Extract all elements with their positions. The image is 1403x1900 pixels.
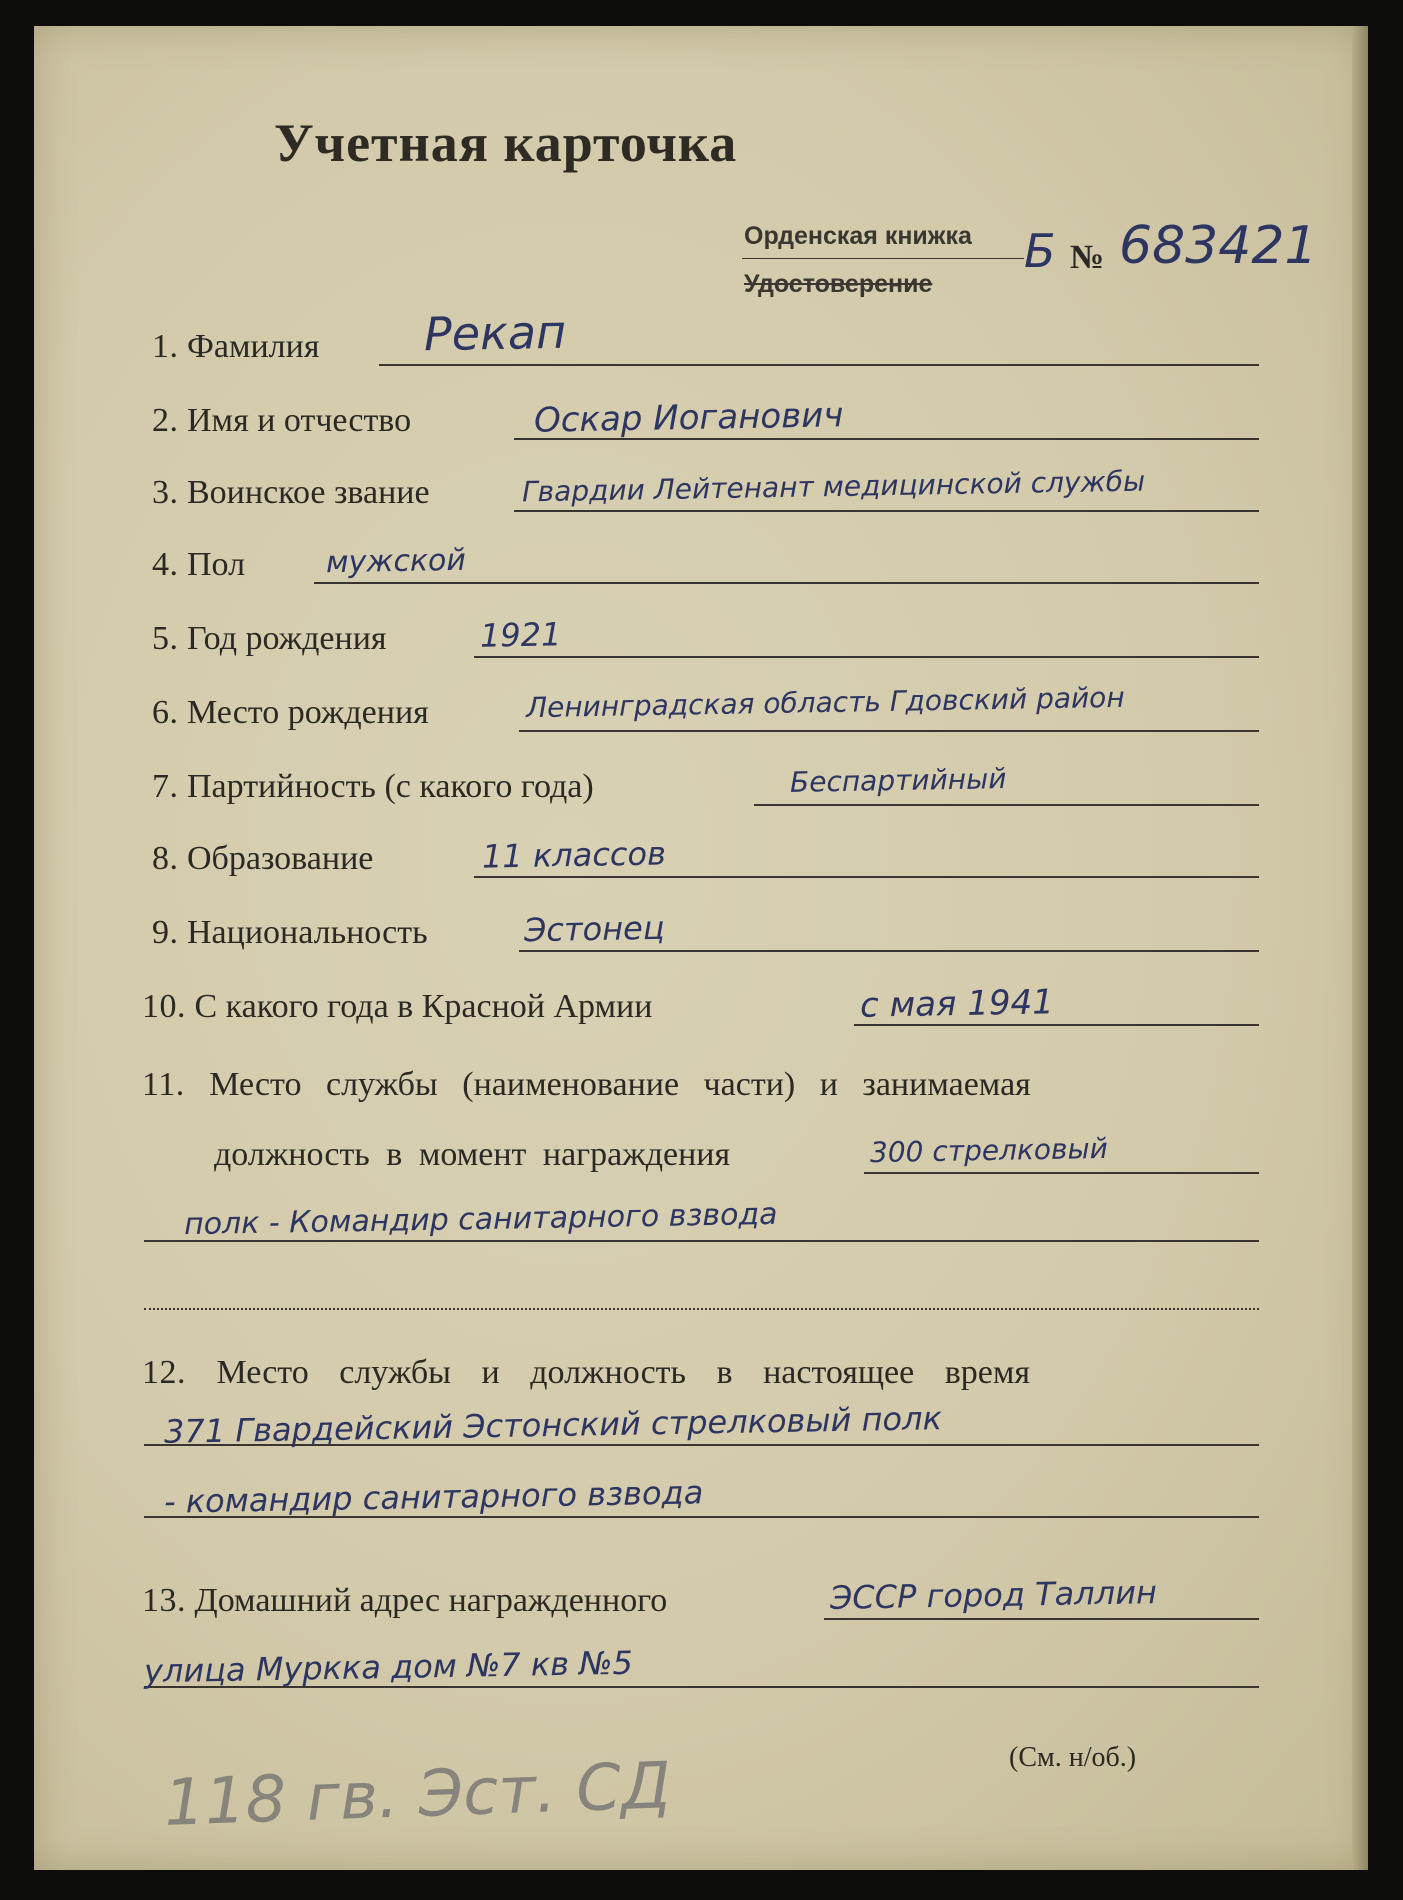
number-sign: № (1070, 239, 1105, 276)
field-3-value: Гвардии Лейтенант медицинской службы (521, 464, 1146, 509)
field-11-line3 (144, 1308, 1259, 1310)
field-11-line1 (864, 1172, 1259, 1174)
field-9-line (519, 950, 1259, 952)
field-4-label: 4. Пол (152, 546, 246, 583)
card-edge (1352, 26, 1368, 1870)
order-book-label: Орденская книжка (744, 222, 972, 250)
field-6-label: 6. Место рождения (152, 694, 429, 731)
award-record-card (34, 26, 1368, 1870)
field-7-line (754, 804, 1259, 806)
field-5-value: 1921 (479, 615, 562, 655)
field-4-line (314, 582, 1259, 584)
field-13-value1: ЭССР город Таллин (829, 1573, 1158, 1617)
field-7-value: Беспартийный (789, 762, 1007, 799)
field-5-label: 5. Год рождения (152, 620, 387, 657)
field-11-label-line2: должность в момент награждения (214, 1136, 731, 1173)
field-11-label-line1: 11. Место службы (наименование части) и занимаемая (142, 1066, 1031, 1103)
field-8-line (474, 876, 1259, 878)
field-10-label: 10. С какого года в Красной Армии (142, 988, 653, 1025)
field-8-label: 8. Образование (152, 840, 374, 877)
field-13-value2: улица Муркка дом №7 кв №5 (143, 1643, 634, 1691)
field-11-line2 (144, 1240, 1259, 1242)
field-13-label: 13. Домашний адрес награжденного (142, 1582, 668, 1619)
division-stamp: 118 гв. Эст. СД (162, 1749, 673, 1841)
field-3-line (514, 510, 1259, 512)
field-12-label: 12. Место службы и должность в настоящее время (142, 1354, 1031, 1391)
card-title: Учетная карточка (274, 113, 738, 173)
field-2-label: 2. Имя и отчество (152, 402, 412, 439)
field-11-value1: 300 стрелковый (869, 1131, 1109, 1170)
field-10-value: с мая 1941 (859, 982, 1055, 1026)
field-2-value: Оскар Иоганович (533, 395, 844, 441)
field-11-value2: полк - Командир санитарного взвода (183, 1196, 778, 1243)
field-12-value1: 371 Гвардейский Эстонский стрелковый полк (163, 1399, 943, 1451)
field-7-label: 7. Партийность (с какого года) (152, 768, 594, 805)
field-6-line (519, 730, 1259, 732)
field-3-label: 3. Воинское звание (152, 474, 430, 511)
field-13-line1 (824, 1618, 1259, 1620)
field-1-line (379, 364, 1259, 366)
order-label-underline (742, 258, 1024, 259)
field-9-label: 9. Национальность (152, 914, 428, 951)
field-12-value2: - командир санитарного взвода (163, 1473, 704, 1521)
certificate-label: Удостоверение (744, 270, 933, 298)
order-number: 683421 (1119, 216, 1318, 276)
field-4-value: мужской (325, 542, 467, 581)
field-1-label: 1. Фамилия (152, 328, 320, 365)
see-reverse-note: (См. н/об.) (1009, 1742, 1137, 1773)
field-8-value: 11 классов (481, 834, 667, 876)
field-5-line (474, 656, 1259, 658)
field-6-value: Ленинградская область Гдовский район (525, 680, 1125, 725)
field-1-value: Рекап (423, 304, 567, 362)
order-series: Б (1024, 224, 1056, 278)
field-9-value: Эстонец (523, 908, 665, 950)
